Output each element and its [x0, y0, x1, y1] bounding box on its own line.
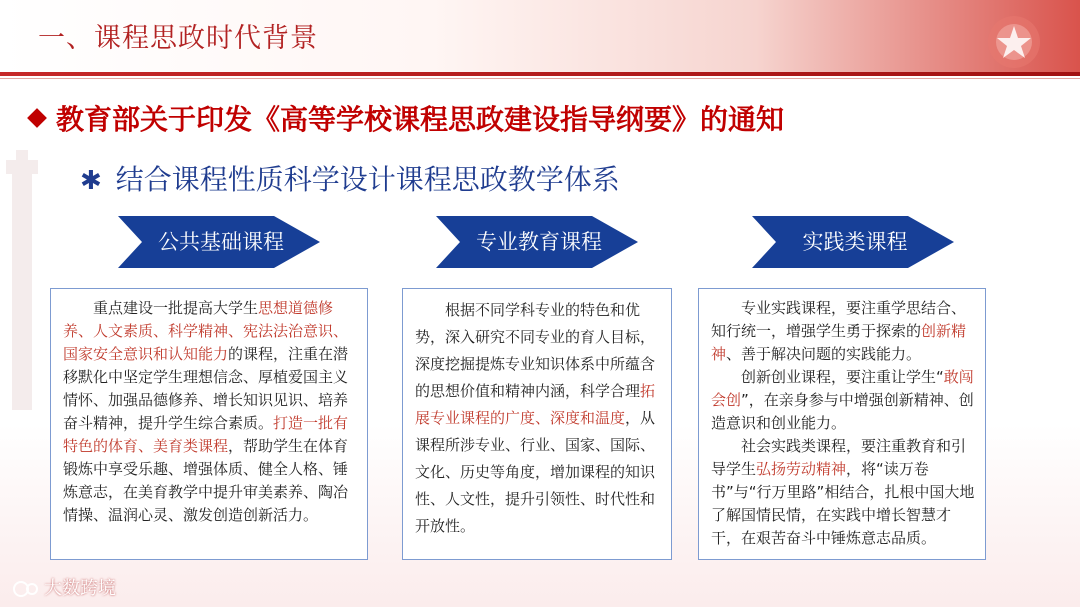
highlight-segment: 弘扬劳动精神 — [756, 460, 847, 478]
box-practice — [698, 288, 986, 560]
header-divider-thin — [0, 78, 1080, 79]
box-paragraph — [711, 366, 975, 435]
logo-mark-icon — [12, 578, 40, 600]
arrow-public-basic — [118, 208, 320, 276]
arrow-label: 实践类课程 — [802, 230, 908, 254]
text-segment: ，将“读万卷书”与“行万里路”相结合，扎根中国大地了解国情民情，在实践中增长智慧才干，在艰苦奋斗中锤炼意志品质。 — [711, 460, 975, 547]
arrow-label: 公共基础课程 — [158, 230, 284, 254]
text-segment: ”，在亲身参与中增强创新精神、创造意识和创业能力。 — [711, 391, 974, 432]
highlight-segment: 打造一批有特色的体育、美育类课程 — [63, 414, 349, 455]
arrow-practice — [752, 208, 954, 276]
text-segment: ，帮助学生在体育锻炼中享受乐趣、增强体质、健全人格、锤炼意志，在美育教学中提升审美素养、陶冶情操、温润心灵、激发创造创新活力。 — [63, 437, 349, 524]
header-divider — [0, 72, 1080, 76]
text-segment: 创新创业课程，要注重让学生“ — [741, 368, 944, 386]
sub-heading-text: 结合课程性质科学设计课程思政教学体系 — [115, 163, 620, 196]
asterisk-bullet-icon: ✱ — [80, 166, 102, 196]
highlight-segment: 创新精神 — [711, 322, 967, 363]
highlight-segment: 思想道德修养、人文素质、科学精神、宪法法治意识、国家安全意识和认知能力 — [63, 299, 349, 363]
box-professional — [402, 288, 672, 560]
text-segment: ，从课程所涉专业、行业、国家、国际、文化、历史等角度，增加课程的知识性、人文性，提升引领性、时代性和开放性。 — [415, 409, 656, 535]
page-title: 一、课程思政时代背景 — [38, 23, 318, 54]
box-paragraph — [711, 435, 975, 550]
text-segment: 、善于解决问题的实践能力。 — [726, 345, 922, 363]
box-public-basic — [50, 288, 368, 560]
star-emblem-icon — [970, 8, 1052, 68]
box-text — [415, 297, 661, 540]
logo-text: 大数跨境 — [44, 578, 116, 599]
sub-heading — [80, 158, 620, 198]
main-heading-text: 教育部关于印发《高等学校课程思政建设指导纲要》的通知 — [56, 103, 785, 136]
box-text — [63, 297, 357, 527]
arrow-professional — [436, 208, 638, 276]
arrow-label: 专业教育课程 — [476, 230, 602, 254]
watermark-logo — [12, 574, 116, 600]
text-segment: 专业实践课程，要注重学思结合、知行统一，增强学生勇于探索的 — [711, 299, 967, 340]
highlight-segment: 敢闯会创 — [711, 368, 974, 409]
header-band — [0, 0, 1080, 72]
text-segment: 的课程，注重在潜移默化中坚定学生理想信念、厚植爱国主义情怀、加强品德修养、增长知识见识、培养奋斗精神，提升学生综合素质。 — [63, 345, 349, 432]
diamond-bullet-icon — [27, 108, 47, 128]
text-segment: 根据不同学科专业的特色和优势，深入研究不同专业的育人目标，深度挖掘提炼专业知识体系中所蕴含的思想价值和精神内涵，科学合理 — [415, 301, 656, 400]
text-segment: 重点建设一批提高大学生 — [93, 299, 259, 317]
main-heading — [30, 98, 784, 138]
pillar-decoration-icon — [0, 150, 48, 410]
text-segment: 社会实践类课程，要注重教育和引导学生 — [711, 437, 967, 478]
box-paragraph — [711, 297, 975, 366]
highlight-segment: 拓展专业课程的广度、深度和温度 — [415, 382, 656, 427]
